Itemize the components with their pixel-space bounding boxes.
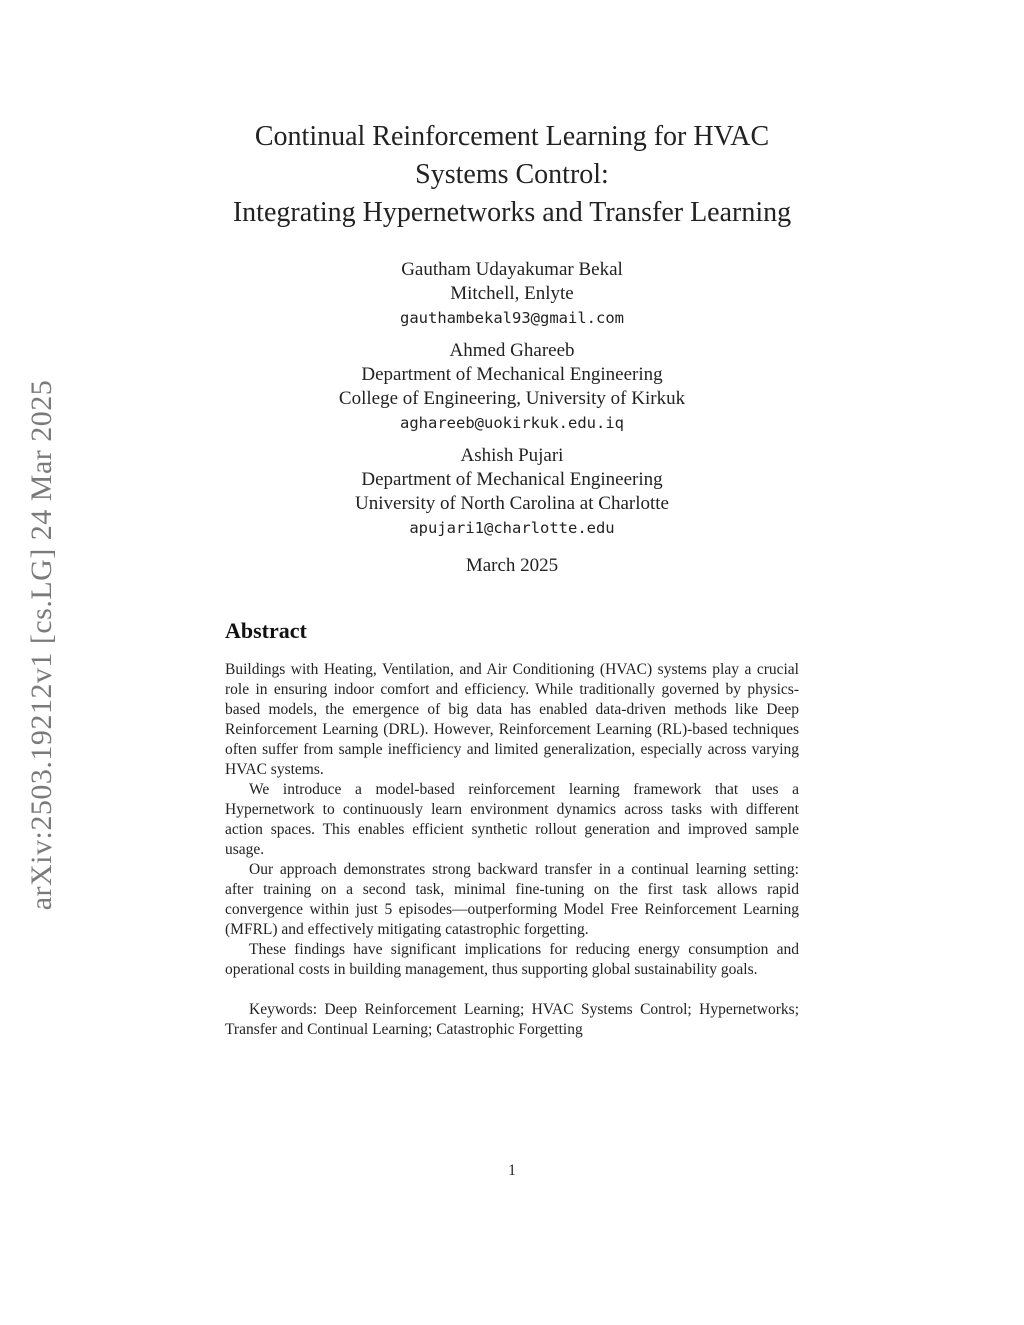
- author-affiliation: University of North Carolina at Charlotte: [355, 493, 669, 514]
- title-line-2: Systems Control:: [415, 159, 609, 190]
- author-department: Department of Mechanical Engineering: [361, 469, 663, 490]
- author-affiliation: College of Engineering, University of Kirkuk: [338, 388, 686, 409]
- paper-title: [200, 118, 824, 232]
- author-name: Ashish Pujari: [460, 445, 564, 466]
- abstract-paragraph-4: These findings have significant implications for reducing energy consumption and operational costs in building management, thus supporting global sustainability goals.: [225, 941, 799, 978]
- keywords: Keywords: Deep Reinforcement Learning; HVAC Systems Control; Hypernetworks; Transfer and Continual Learning; Catastrophic Forgetting: [225, 1001, 799, 1038]
- author-department: Department of Mechanical Engineering: [361, 364, 663, 385]
- arxiv-identifier-stamp: arXiv:2503.19212v1 [cs.LG] 24 Mar 2025: [25, 379, 58, 911]
- abstract-paragraph-1: Buildings with Heating, Ventilation, and Air Conditioning (HVAC) systems play a crucial role in ensuring indoor comfort and efficiency. While traditionally governed by physics-based models, the emergence of big data has enabled data-driven methods like Deep Reinforcement Learning (DRL). However, Reinforcement Learning (RL)-based techniques often suffer from sample inefficiency and limited generalization, especially across varying HVAC systems.: [225, 661, 799, 778]
- publication-date: March 2025: [465, 555, 559, 576]
- author-affiliation: Mitchell, Enlyte: [450, 283, 574, 304]
- abstract-heading: Abstract: [225, 618, 307, 643]
- author-email[interactable]: apujari1@charlotte.edu: [409, 519, 615, 537]
- title-line-1: Continual Reinforcement Learning for HVAC: [254, 121, 770, 152]
- title-line-3: Integrating Hypernetworks and Transfer Learning: [232, 197, 792, 228]
- abstract-paragraph-2: We introduce a model-based reinforcement learning framework that uses a Hypernetwork to continuously learn environment dynamics across tasks with different action spaces. This enables efficient synthetic rollout generation and improved sample usage.: [225, 781, 799, 858]
- author-email[interactable]: gauthambekal93@gmail.com: [400, 309, 624, 327]
- author-name: Ahmed Ghareeb: [449, 340, 575, 361]
- author-block-1: [200, 258, 824, 330]
- author-block-2: [200, 339, 824, 435]
- page-number: 1: [508, 1162, 516, 1179]
- author-block-3: [200, 444, 824, 540]
- author-email[interactable]: aghareeb@uokirkuk.edu.iq: [400, 414, 624, 432]
- author-name: Gautham Udayakumar Bekal: [401, 259, 623, 280]
- author-list: [200, 258, 824, 578]
- abstract-body: [225, 660, 799, 1040]
- abstract-paragraph-3: Our approach demonstrates strong backward transfer in a continual learning setting: after training on a second task, minimal fine-tuning on the first task allows rapid convergence within just 5 episodes—outperforming Model Free Reinforcement Learning (MFRL) and effectively mitigating catastrophic forgetting.: [225, 861, 799, 938]
